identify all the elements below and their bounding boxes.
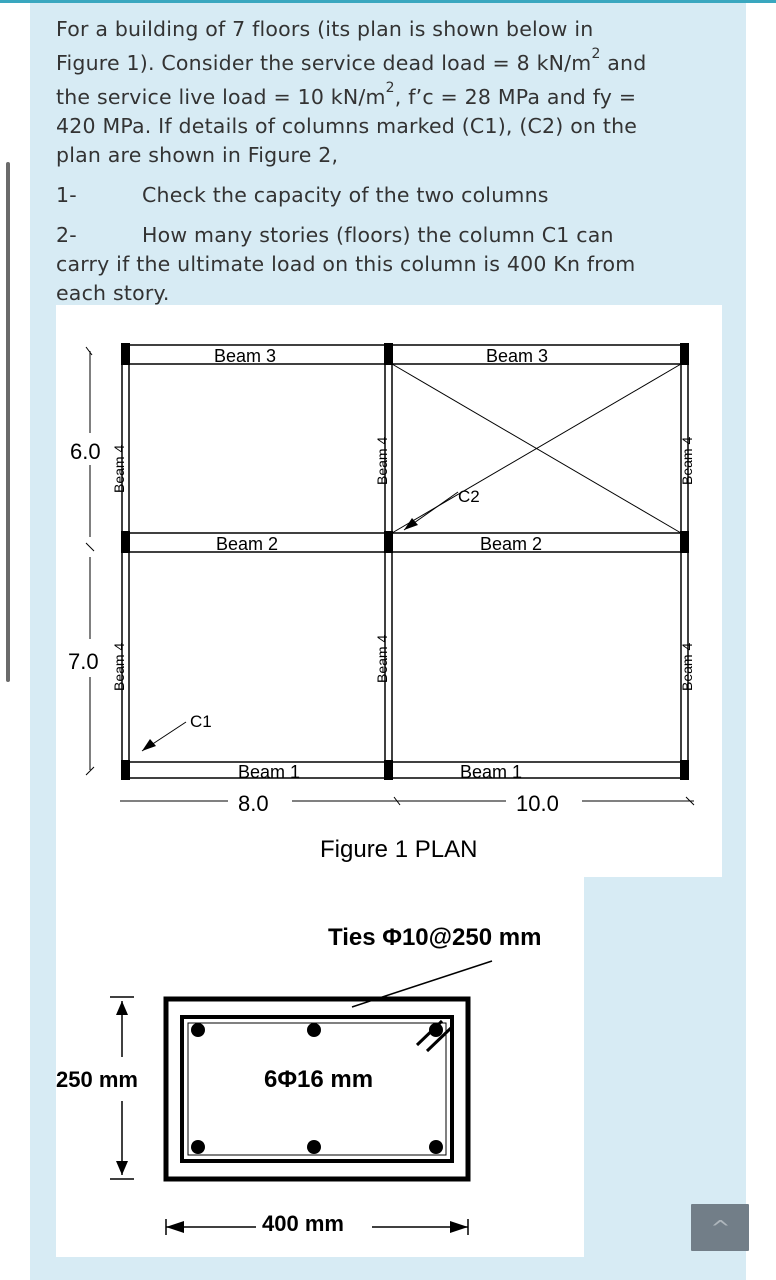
question-line: carry if the ultimate load on this column is 400 Kn from <box>56 251 636 276</box>
question-line: the service live load = 10 $kN/m^2$, f’c = 28 MPa and fy = <box>56 79 637 109</box>
beam-label: Beam 4 <box>374 436 390 485</box>
figure-1-plan <box>56 305 722 877</box>
figure-2-section <box>56 877 584 1257</box>
list-item: 1- Check the capacity of the two columns <box>56 182 549 207</box>
section-drawing <box>56 877 584 1257</box>
list-item: 2- How many stories (floors) the column C1 can <box>56 222 614 247</box>
beam-label: Beam 3 <box>214 346 277 366</box>
beam-label: Beam 1 <box>460 762 523 782</box>
beam-label: Beam 4 <box>679 436 695 485</box>
question-line: 420 MPa. If details of columns marked (C1), (C2) on the <box>56 113 638 138</box>
beam-label: Beam 3 <box>486 346 549 366</box>
dimension-label: 8.0 <box>238 791 269 816</box>
bars-label: 6Φ16 mm <box>264 1066 374 1093</box>
question-line: Figure 1). Consider the service dead load = 8 $kN/m^2$ and <box>56 46 647 75</box>
column-label-c2: C2 <box>458 487 480 506</box>
dimension-label: 10.0 <box>516 791 559 816</box>
question-line: For a building of 7 floors (its plan is shown below in <box>56 17 594 41</box>
scrollbar[interactable] <box>6 162 10 682</box>
beam-label: Beam 2 <box>216 534 279 554</box>
question-card <box>30 3 746 1280</box>
beam-label: Beam 4 <box>111 444 127 493</box>
ties-label: Ties Φ10@250 mm <box>328 924 542 951</box>
dimension-label: 6.0 <box>70 439 101 464</box>
beam-label: Beam 4 <box>111 642 127 691</box>
beam-label: Beam 4 <box>374 634 390 683</box>
question-text <box>56 15 696 308</box>
column-label-c1: C1 <box>190 712 212 731</box>
question-line: each story. <box>56 280 170 305</box>
scroll-to-top-button[interactable] <box>691 1204 749 1251</box>
width-dimension-label: 400 mm <box>262 1211 344 1236</box>
beam-label: Beam 2 <box>480 534 543 554</box>
beam-label: Beam 1 <box>238 762 301 782</box>
figure-caption: Figure 1 PLAN <box>320 836 478 863</box>
plan-drawing <box>56 305 722 877</box>
height-dimension-label: 250 mm <box>56 1067 138 1092</box>
question-line: plan are shown in Figure 2, <box>56 142 339 167</box>
beam-label: Beam 4 <box>679 642 695 691</box>
chevron-up-icon: ^ <box>709 1215 731 1240</box>
dimension-label: 7.0 <box>68 649 99 674</box>
